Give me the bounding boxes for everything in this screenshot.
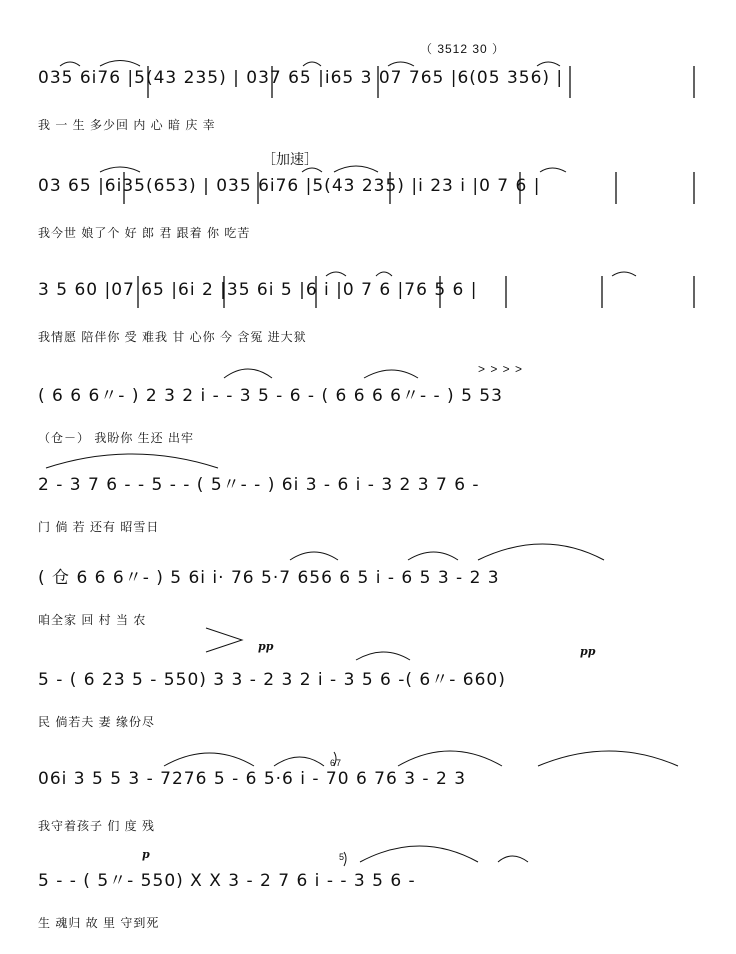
dynamic-marking: pp <box>580 645 596 658</box>
lyrics-line: 门 倘 若 还有 昭雪日 <box>38 520 160 534</box>
slur <box>364 370 418 378</box>
score-system-8 <box>38 769 698 849</box>
score-system-9 <box>38 866 698 946</box>
score-system-1 <box>38 68 698 148</box>
lyrics-line: 我守着孩子 们 度 残 <box>38 819 156 833</box>
slur <box>334 166 378 172</box>
dynamic-marking: p <box>142 848 150 861</box>
dynamic-marking: pp <box>258 640 274 653</box>
slur <box>100 61 140 67</box>
notation-line: 035 6i76 |5(43 235) | 037 65 |i65 3 07 765 |6(05 356) | <box>38 68 564 88</box>
notation-line: 5 - ( 6 23 5 - 550) 3 3 - 2 3 2 i - 3 5 6 -( 6〃- 660) <box>38 670 506 690</box>
slur <box>398 751 502 766</box>
slur <box>290 552 338 560</box>
slur <box>408 552 458 560</box>
slur <box>356 652 410 660</box>
score-system-6 <box>38 563 698 643</box>
bracket-annotation: （ 3512 30 ） <box>420 42 506 56</box>
score-system-2 <box>38 176 698 256</box>
slur <box>540 168 566 172</box>
score-system-4 <box>38 381 698 461</box>
slur <box>164 753 254 766</box>
lyrics-line: 我今世 娘了个 好 郎 君 跟着 你 吃苦 <box>38 226 251 240</box>
score-system-5 <box>38 470 698 550</box>
notation-line: 5 - - ( 5〃- 550) X X 3 - 2 7 6 i - - 3 5 6 - <box>38 871 416 891</box>
notation-line: 2 - 3 7 6 - - 5 - - ( 5〃- - ) 6i 3 - 6 i - 3 2 3 7 6 - <box>38 475 480 495</box>
slur <box>388 62 414 66</box>
lyrics-line: 民 倘若夫 妻 缘份尽 <box>38 715 156 729</box>
slur <box>538 751 678 766</box>
slur <box>60 62 80 66</box>
slur <box>376 272 392 276</box>
lyrics-line: 我情愿 陪伴你 受 难我 甘 心你 今 含冤 进大狱 <box>38 330 307 344</box>
score-system-3 <box>38 280 698 360</box>
lyrics-line: 咱全家 回 村 当 农 <box>38 613 147 627</box>
score-system-7 <box>38 665 698 745</box>
lyrics-line: 生 魂归 故 里 守到死 <box>38 916 160 930</box>
slur <box>537 62 560 66</box>
grace-note: 67 <box>330 758 343 768</box>
slur <box>100 167 140 172</box>
notation-line: 3 5 60 |07 65 |6i 2 |35 6i 5 |6 i |0 7 6 |76 5 6 | <box>38 280 478 300</box>
notation-line: 06i 3 5 5 3 - 7276 5 - 6 5·6 i - 70 6 76 3 - 2 3 <box>38 769 467 789</box>
tempo-annotation: ［加速］ <box>262 151 318 167</box>
slur <box>498 856 528 862</box>
slur <box>326 272 346 276</box>
grace-note: 5 <box>339 852 346 862</box>
lyrics-line: 我 一 生 多少回 内 心 暗 庆 幸 <box>38 118 216 132</box>
accent-marks: > > > > <box>478 362 524 376</box>
slur <box>303 62 321 66</box>
lyrics-line: （仓－） 我盼你 生还 出牢 <box>38 431 195 445</box>
slur <box>612 272 636 276</box>
notation-line: ( 仓 6 6 6〃- ) 5 6i i· 76 5·7 656 6 5 i - 6 5 3 - 2 3 <box>38 568 500 588</box>
notation-line: ( 6 6 6〃- ) 2 3 2 i - - 3 5 - 6 - ( 6 6 6 6〃- - ) 5 53 <box>38 386 503 406</box>
notation-line: 03 65 |6i35(653) | 035 6i76 |5(43 235) |i 23 i |0 7 6 | <box>38 176 541 196</box>
slur <box>274 757 324 766</box>
slur <box>224 369 272 378</box>
